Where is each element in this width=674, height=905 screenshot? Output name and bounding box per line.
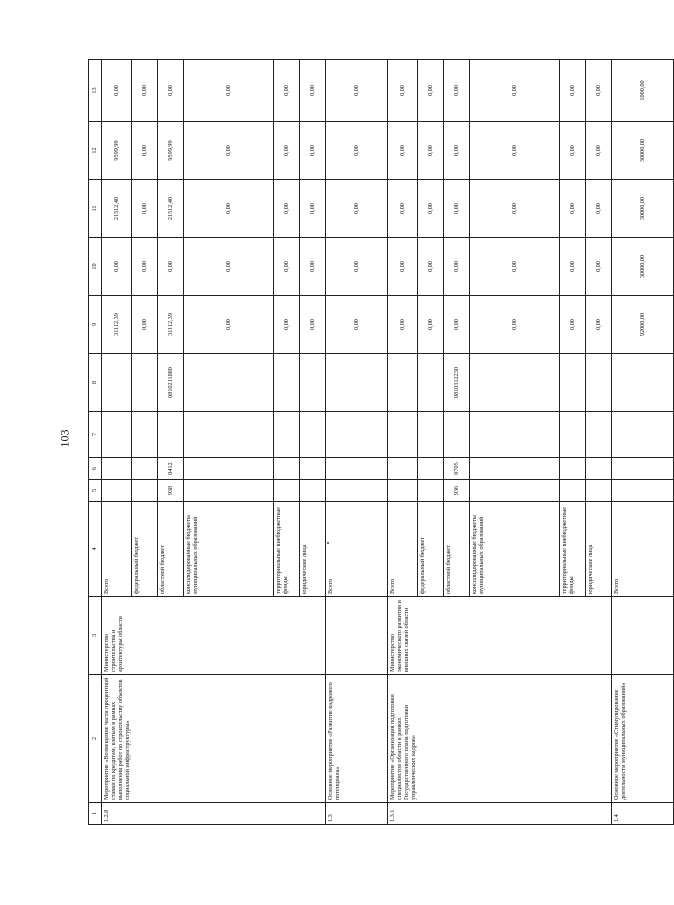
amount-cell: 9599,99 <box>158 122 184 180</box>
amount-cell: 0,00 <box>388 296 418 354</box>
rotated-table-area <box>88 80 646 825</box>
budget-table <box>88 59 674 825</box>
code-gr: 936 <box>444 480 470 502</box>
amount-cell: 30000,00 <box>612 180 674 238</box>
amount-cell: 0,00 <box>132 60 158 122</box>
code-gr: 938 <box>158 480 184 502</box>
table-row <box>612 60 674 825</box>
code-pr <box>184 412 274 458</box>
funding-source: Всего <box>612 502 674 597</box>
code-gr <box>388 480 418 502</box>
funding-source: территориальные внебюджетные фонды <box>560 502 586 597</box>
header-cell: 1 <box>89 803 102 825</box>
amount-cell: 0,00 <box>388 60 418 122</box>
code-rz <box>560 458 586 480</box>
header-cell: 7 <box>89 412 102 458</box>
measure-name: Основное мероприятие «Стимулирование деятельности муниципальных образований» <box>612 675 674 803</box>
amount-cell: 0,00 <box>158 60 184 122</box>
code-pr <box>586 412 612 458</box>
amount-cell: 0,00 <box>388 122 418 180</box>
row-number: 1.3 <box>326 803 388 825</box>
code-rz <box>274 458 300 480</box>
code-pr <box>326 412 388 458</box>
amount-cell: 0,00 <box>132 180 158 238</box>
amount-cell: 0,00 <box>300 238 326 296</box>
measure-name: Мероприятие «Организация подготовки специалистов области в рамках Государственного плана подготовки управленческих кадров» <box>388 675 612 803</box>
code-rz: 0705 <box>444 458 470 480</box>
amount-cell: 0,00 <box>300 60 326 122</box>
amount-cell: 0,00 <box>418 122 444 180</box>
code-gr <box>586 480 612 502</box>
header-cell: 2 <box>89 675 102 803</box>
amount-cell: 0,00 <box>444 180 470 238</box>
amount-cell: 0,00 <box>300 180 326 238</box>
amount-cell: 0,00 <box>184 60 274 122</box>
amount-cell: 0,00 <box>418 180 444 238</box>
amount-cell: 0,00 <box>586 238 612 296</box>
header-cell: 10 <box>89 238 102 296</box>
amount-cell: 1000,00 <box>612 60 674 122</box>
amount-cell: 0,00 <box>184 238 274 296</box>
code-pr <box>132 412 158 458</box>
amount-cell: 0,00 <box>300 122 326 180</box>
code-rz <box>470 458 560 480</box>
scan-speck <box>327 542 329 544</box>
amount-cell: 0,00 <box>158 238 184 296</box>
funding-source: Всего <box>388 502 418 597</box>
code-gr <box>470 480 560 502</box>
header-cell: 5 <box>89 480 102 502</box>
amount-cell: 21512,40 <box>158 180 184 238</box>
code-rz <box>418 458 444 480</box>
measure-name: Основное мероприятие «Развитие кадрового потенциала» <box>326 675 388 803</box>
executor: Министерство экономического развития и внешних связей области <box>388 597 612 675</box>
funding-source: юридические лица <box>300 502 326 597</box>
amount-cell: 0,00 <box>586 296 612 354</box>
amount-cell: 0,00 <box>132 296 158 354</box>
header-cell: 8 <box>89 354 102 412</box>
amount-cell: 0,00 <box>560 122 586 180</box>
amount-cell: 31112,39 <box>102 296 132 354</box>
header-cell: 6 <box>89 458 102 480</box>
amount-cell: 0,00 <box>274 296 300 354</box>
amount-cell: 0,00 <box>184 180 274 238</box>
code-gr <box>300 480 326 502</box>
amount-cell: 0,00 <box>418 60 444 122</box>
table-row <box>326 60 388 825</box>
amount-cell: 0,00 <box>326 238 388 296</box>
amount-cell: 0,00 <box>444 60 470 122</box>
amount-cell: 0,00 <box>418 238 444 296</box>
code-pr <box>560 412 586 458</box>
code-csr: 0810211880 <box>158 354 184 412</box>
code-csr <box>274 354 300 412</box>
code-rz <box>388 458 418 480</box>
amount-cell: 0,00 <box>326 296 388 354</box>
code-csr <box>560 354 586 412</box>
amount-cell: 9599,99 <box>102 122 132 180</box>
table-row <box>102 60 132 825</box>
executor <box>612 597 674 675</box>
funding-source: Всего <box>102 502 132 597</box>
code-csr <box>388 354 418 412</box>
code-rz <box>132 458 158 480</box>
code-pr <box>470 412 560 458</box>
amount-cell: 0,00 <box>388 180 418 238</box>
code-csr <box>418 354 444 412</box>
amount-cell: 0,00 <box>326 180 388 238</box>
code-pr <box>388 412 418 458</box>
code-csr <box>470 354 560 412</box>
table-row <box>388 60 418 825</box>
code-csr <box>184 354 274 412</box>
amount-cell: 0,00 <box>444 238 470 296</box>
header-cell: 13 <box>89 60 102 122</box>
amount-cell: 0,00 <box>274 180 300 238</box>
amount-cell: 0,00 <box>470 122 560 180</box>
code-rz: 0412 <box>158 458 184 480</box>
code-rz <box>102 458 132 480</box>
amount-cell: 0,00 <box>586 122 612 180</box>
amount-cell: 30000,00 <box>612 238 674 296</box>
amount-cell: 0,00 <box>560 238 586 296</box>
header-cell: 3 <box>89 597 102 675</box>
code-gr <box>326 480 388 502</box>
code-gr <box>612 480 674 502</box>
row-number: 1.3.1 <box>388 803 612 825</box>
code-gr <box>184 480 274 502</box>
code-rz <box>184 458 274 480</box>
funding-source: консолидированные бюджеты муниципальных образований <box>184 502 274 597</box>
amount-cell: 0,00 <box>470 180 560 238</box>
code-csr <box>300 354 326 412</box>
funding-source: консолидированные бюджеты муниципальных образований <box>470 502 560 597</box>
row-number: 1.2.8 <box>102 803 326 825</box>
amount-cell: 21512,40 <box>102 180 132 238</box>
header-cell: 4 <box>89 502 102 597</box>
executor: Министерство строительства и архитектуры области <box>102 597 326 675</box>
code-csr <box>612 354 674 412</box>
amount-cell: 0,00 <box>470 60 560 122</box>
funding-source: территориальные внебюджетные фонды <box>274 502 300 597</box>
amount-cell: 0,00 <box>326 122 388 180</box>
funding-source: областной бюджет <box>158 502 184 597</box>
code-csr <box>586 354 612 412</box>
code-csr <box>132 354 158 412</box>
table-body <box>89 60 674 825</box>
funding-source: юридические лица <box>586 502 612 597</box>
amount-cell: 92000,00 <box>612 296 674 354</box>
amount-cell: 0,00 <box>132 122 158 180</box>
amount-cell: 0,00 <box>274 122 300 180</box>
funding-source: федеральный бюджет <box>418 502 444 597</box>
code-csr: 0810312230 <box>444 354 470 412</box>
code-pr <box>158 412 184 458</box>
amount-cell: 0,00 <box>444 296 470 354</box>
amount-cell: 0,00 <box>274 60 300 122</box>
amount-cell: 0,00 <box>184 122 274 180</box>
code-csr <box>102 354 132 412</box>
amount-cell: 0,00 <box>274 238 300 296</box>
header-row <box>89 60 102 825</box>
code-gr <box>132 480 158 502</box>
code-pr <box>444 412 470 458</box>
code-pr <box>418 412 444 458</box>
header-cell: 12 <box>89 122 102 180</box>
executor <box>326 597 388 675</box>
amount-cell: 0,00 <box>102 238 132 296</box>
code-gr <box>560 480 586 502</box>
amount-cell: 0,00 <box>586 60 612 122</box>
code-rz <box>586 458 612 480</box>
amount-cell: 0,00 <box>470 296 560 354</box>
code-pr <box>300 412 326 458</box>
measure-name: Мероприятие «Возмещение части процентной ставки по кредитам, взятым в рамках выполнения работ по строительству объектов социальной инфраструктуры» <box>102 675 326 803</box>
amount-cell: 0,00 <box>560 180 586 238</box>
amount-cell: 0,00 <box>586 180 612 238</box>
header-cell: 11 <box>89 180 102 238</box>
code-rz <box>300 458 326 480</box>
amount-cell: 31112,39 <box>158 296 184 354</box>
code-gr <box>418 480 444 502</box>
amount-cell: 0,00 <box>300 296 326 354</box>
amount-cell: 0,00 <box>326 60 388 122</box>
code-gr <box>102 480 132 502</box>
code-pr <box>274 412 300 458</box>
code-pr <box>102 412 132 458</box>
code-csr <box>326 354 388 412</box>
amount-cell: 0,00 <box>470 238 560 296</box>
code-rz <box>612 458 674 480</box>
amount-cell: 0,00 <box>444 122 470 180</box>
amount-cell: 0,00 <box>184 296 274 354</box>
amount-cell: 0,00 <box>388 238 418 296</box>
code-rz <box>326 458 388 480</box>
amount-cell: 0,00 <box>418 296 444 354</box>
code-gr <box>274 480 300 502</box>
amount-cell: 0,00 <box>132 238 158 296</box>
funding-source: Всего <box>326 502 388 597</box>
funding-source: областной бюджет <box>444 502 470 597</box>
row-number: 1.4 <box>612 803 674 825</box>
amount-cell: 0,00 <box>102 60 132 122</box>
amount-cell: 30000,00 <box>612 122 674 180</box>
header-cell: 9 <box>89 296 102 354</box>
code-pr <box>612 412 674 458</box>
amount-cell: 0,00 <box>560 296 586 354</box>
page-number: 103 <box>57 429 72 447</box>
amount-cell: 0,00 <box>560 60 586 122</box>
funding-source: федеральный бюджет <box>132 502 158 597</box>
